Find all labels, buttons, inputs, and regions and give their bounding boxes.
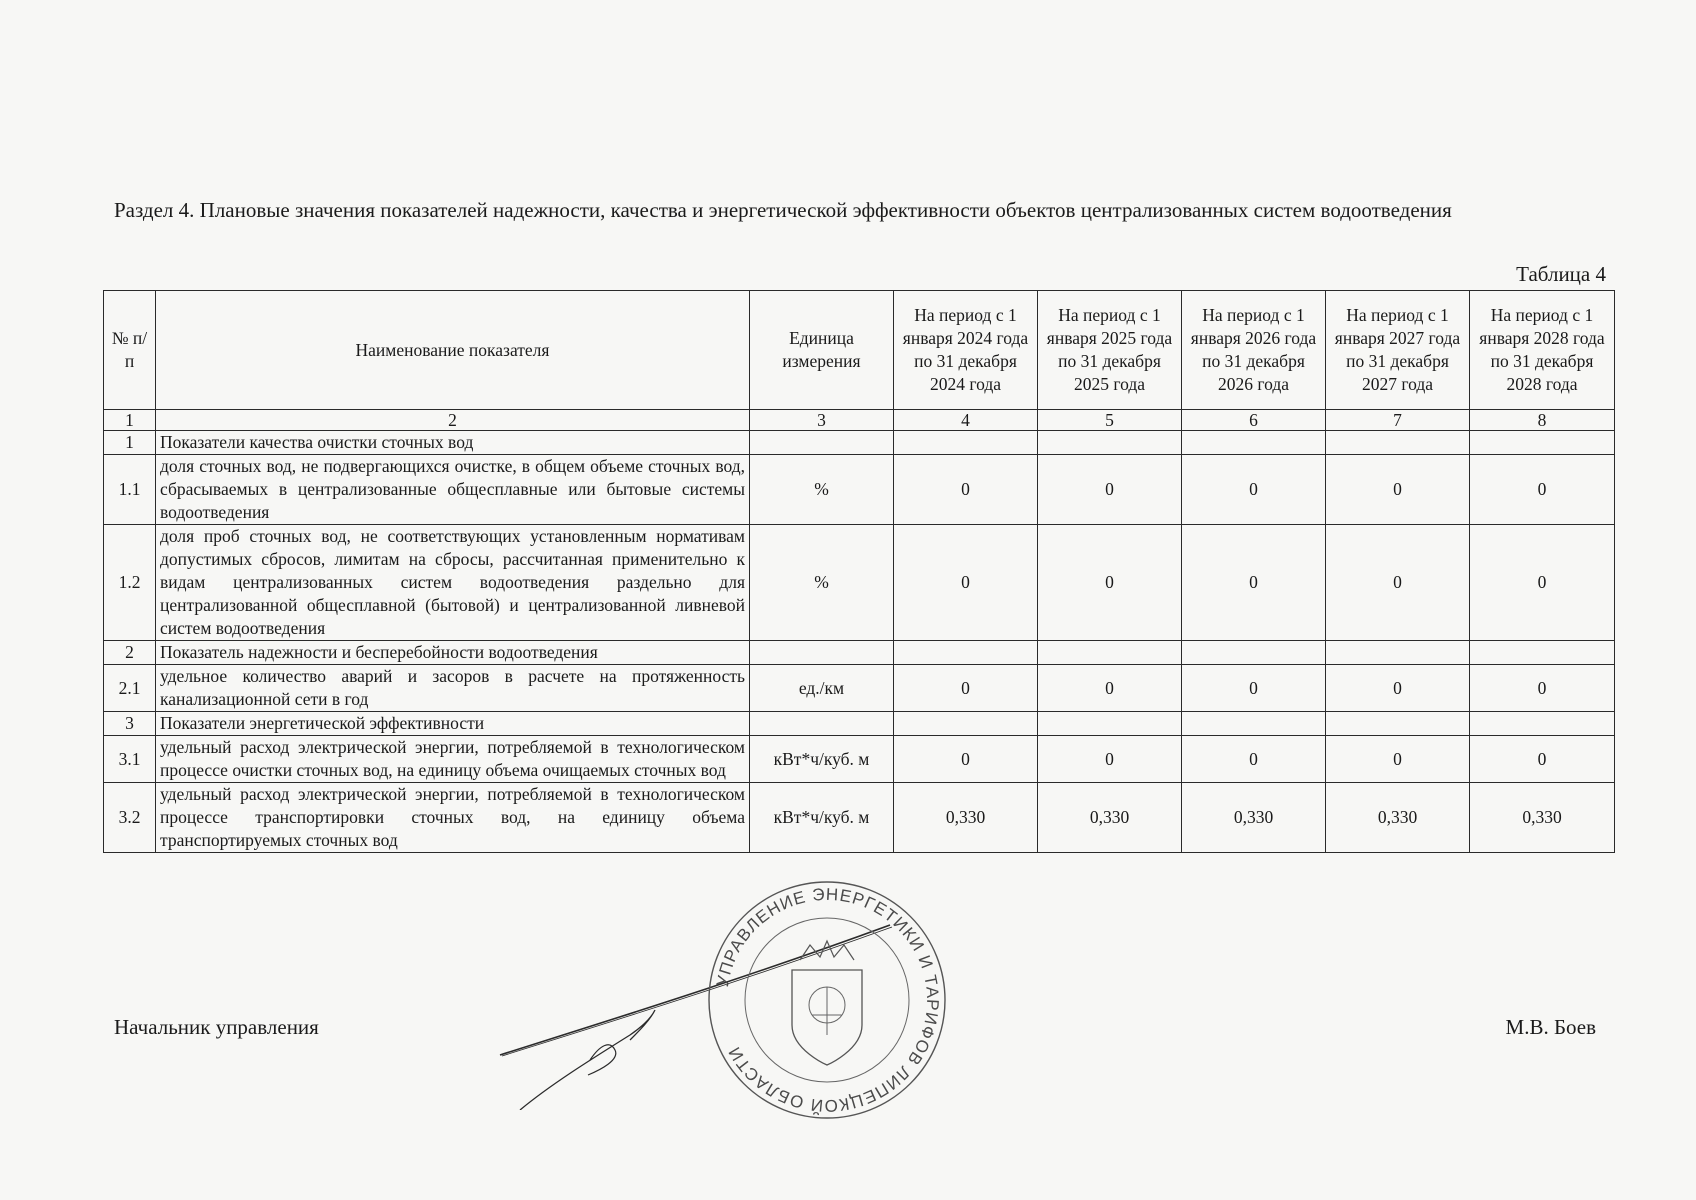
table-row	[104, 665, 1615, 712]
header-name: Наименование показателя	[156, 291, 750, 410]
value-cell: 0	[1470, 665, 1615, 712]
unit-cell: %	[750, 525, 894, 641]
indicator-name: удельный расход электрической энергии, потребляемой в технологическом процессе транспортировки сточных вод, на единицу объема транспортируемых сточных вод	[156, 783, 750, 853]
value-cell	[1470, 641, 1615, 665]
value-cell	[1326, 431, 1470, 455]
table-caption: Таблица 4	[1516, 262, 1606, 286]
value-cell	[1326, 641, 1470, 665]
svg-text:УПРАВЛЕНИЕ ЭНЕРГЕТИКИ И ТАРИФО: УПРАВЛЕНИЕ ЭНЕРГЕТИКИ И ТАРИФОВ ЛИПЕЦКОЙ ОБЛАСТИ	[712, 884, 943, 1116]
row-number: 1	[104, 431, 156, 455]
value-cell: 0	[1038, 665, 1182, 712]
header-period-2026: На период с 1 января 2026 года по 31 декабря 2026 года	[1182, 291, 1326, 410]
value-cell: 0,330	[894, 783, 1038, 853]
row-number: 2.1	[104, 665, 156, 712]
header-unit: Единица измерения	[750, 291, 894, 410]
section-title: Показатель надежности и бесперебойности водоотведения	[156, 641, 750, 665]
unit-cell: ед./км	[750, 665, 894, 712]
column-number: 4	[894, 410, 1038, 431]
table-row	[104, 431, 1615, 455]
value-cell: 0,330	[1470, 783, 1615, 853]
value-cell: 0	[1038, 525, 1182, 641]
header-period-2027: На период с 1 января 2027 года по 31 декабря 2027 года	[1326, 291, 1470, 410]
row-number: 1.2	[104, 525, 156, 641]
column-number-row	[104, 410, 1615, 431]
column-number: 3	[750, 410, 894, 431]
value-cell: 0,330	[1038, 783, 1182, 853]
value-cell: 0,330	[1326, 783, 1470, 853]
table-row	[104, 455, 1615, 525]
indicator-name: удельный расход электрической энергии, потребляемой в технологическом процессе очистки сточных вод, на единицу объема очищаемых сточных вод	[156, 736, 750, 783]
indicator-name: доля проб сточных вод, не соответствующих установленным нормативам допустимых сбросов, лимитам на сбросы, рассчитанная применительно к видам централизованных систем водоотведения раздельно для централизованной общесплавной (бытовой) и централизованной ливневой систем водоотведения	[156, 525, 750, 641]
value-cell: 0	[1326, 525, 1470, 641]
header-period-2028: На период с 1 января 2028 года по 31 декабря 2028 года	[1470, 291, 1615, 410]
value-cell	[1038, 641, 1182, 665]
value-cell: 0	[1182, 665, 1326, 712]
column-number: 1	[104, 410, 156, 431]
header-period-2025: На период с 1 января 2025 года по 31 декабря 2025 года	[1038, 291, 1182, 410]
value-cell: 0	[894, 736, 1038, 783]
column-number: 2	[156, 410, 750, 431]
section-title: Показатели качества очистки сточных вод	[156, 431, 750, 455]
value-cell: 0,330	[1182, 783, 1326, 853]
value-cell: 0	[1470, 736, 1615, 783]
indicator-name: доля сточных вод, не подвергающихся очистке, в общем объеме сточных вод, сбрасываемых в централизованные общесплавные или бытовые системы водоотведения	[156, 455, 750, 525]
table-row	[104, 736, 1615, 783]
row-number: 2	[104, 641, 156, 665]
value-cell	[1038, 712, 1182, 736]
header-row	[104, 291, 1615, 410]
value-cell	[894, 431, 1038, 455]
row-number: 3.1	[104, 736, 156, 783]
row-number: 1.1	[104, 455, 156, 525]
column-number: 6	[1182, 410, 1326, 431]
value-cell: 0	[894, 665, 1038, 712]
unit-cell	[750, 712, 894, 736]
value-cell	[1326, 712, 1470, 736]
value-cell: 0	[1470, 455, 1615, 525]
unit-cell: кВт*ч/куб. м	[750, 783, 894, 853]
column-number: 7	[1326, 410, 1470, 431]
indicator-name: удельное количество аварий и засоров в расчете на протяженность канализационной сети в год	[156, 665, 750, 712]
value-cell: 0	[1326, 736, 1470, 783]
value-cell	[1470, 431, 1615, 455]
value-cell	[894, 712, 1038, 736]
table-row	[104, 525, 1615, 641]
unit-cell: кВт*ч/куб. м	[750, 736, 894, 783]
value-cell: 0	[894, 455, 1038, 525]
official-stamp	[700, 875, 955, 1125]
value-cell	[1470, 712, 1615, 736]
value-cell: 0	[1182, 736, 1326, 783]
table-row	[104, 712, 1615, 736]
value-cell	[1038, 431, 1182, 455]
table-row	[104, 641, 1615, 665]
value-cell: 0	[1326, 665, 1470, 712]
indicators-table	[103, 290, 1615, 853]
header-period-2024: На период с 1 января 2024 года по 31 декабря 2024 года	[894, 291, 1038, 410]
section-title: Показатели энергетической эффективности	[156, 712, 750, 736]
column-number: 5	[1038, 410, 1182, 431]
value-cell	[1182, 712, 1326, 736]
value-cell: 0	[1038, 455, 1182, 525]
signatory-name: М.В. Боев	[1505, 1015, 1596, 1039]
value-cell	[1182, 641, 1326, 665]
value-cell: 0	[1326, 455, 1470, 525]
row-number: 3.2	[104, 783, 156, 853]
row-number: 3	[104, 712, 156, 736]
unit-cell: %	[750, 455, 894, 525]
column-number: 8	[1470, 410, 1615, 431]
value-cell: 0	[1470, 525, 1615, 641]
value-cell: 0	[1182, 455, 1326, 525]
section-heading: Раздел 4. Плановые значения показателей надежности, качества и энергетической эффективности объектов централизованных систем водоотведения	[114, 198, 1452, 222]
table-row	[104, 783, 1615, 853]
unit-cell	[750, 431, 894, 455]
value-cell	[894, 641, 1038, 665]
value-cell: 0	[894, 525, 1038, 641]
unit-cell	[750, 641, 894, 665]
value-cell	[1182, 431, 1326, 455]
value-cell: 0	[1182, 525, 1326, 641]
value-cell: 0	[1038, 736, 1182, 783]
header-num: № п/п	[104, 291, 156, 410]
position-title: Начальник управления	[114, 1015, 319, 1039]
